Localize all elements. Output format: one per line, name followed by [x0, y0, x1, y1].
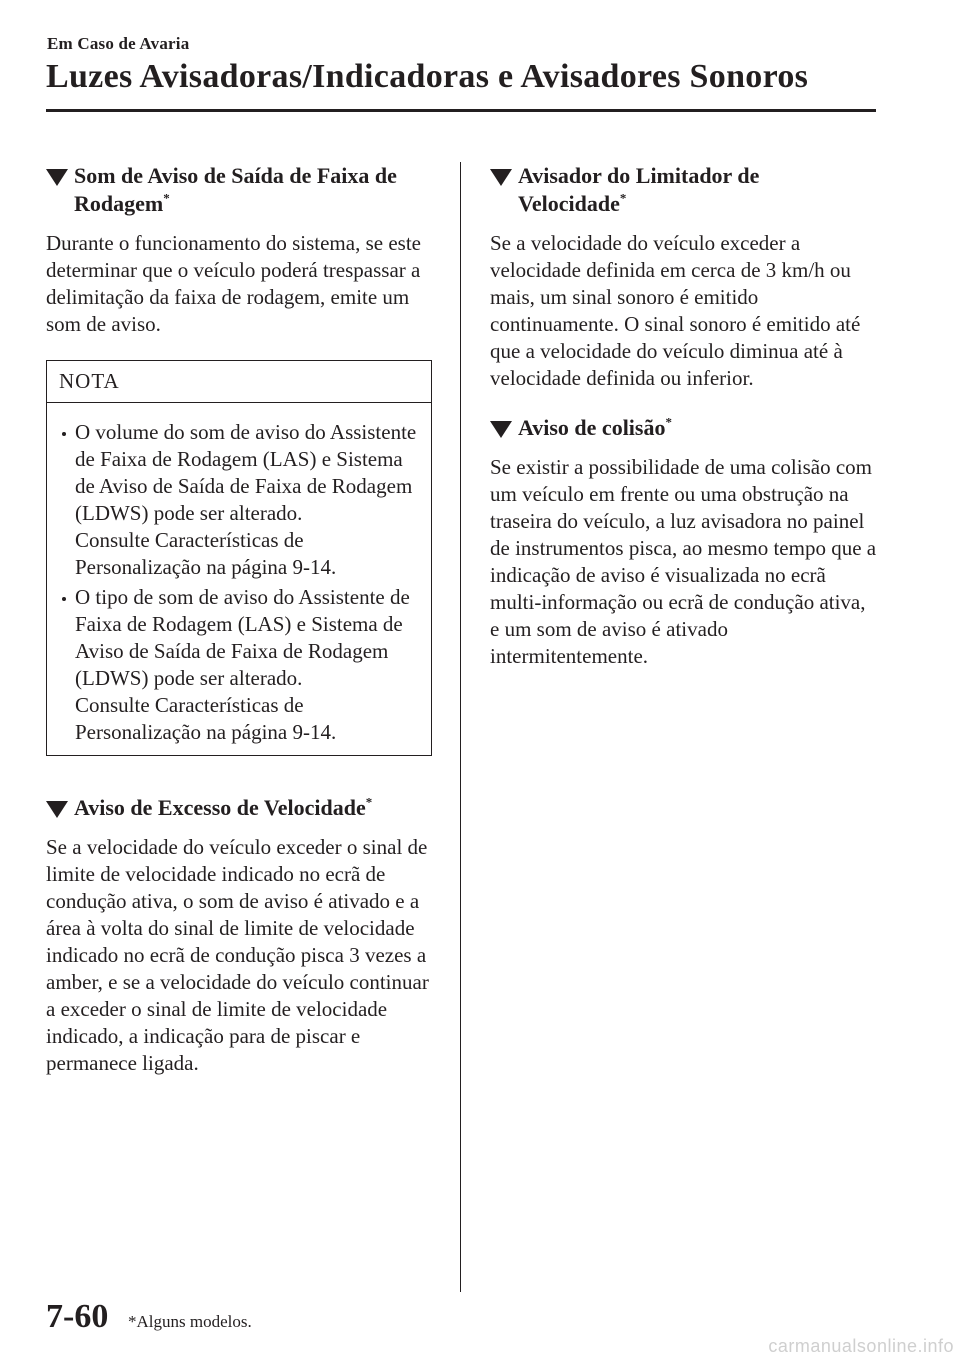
heading-collision-warning: [490, 414, 880, 442]
left-column: [46, 162, 432, 1099]
heading-lane-departure-sound: [46, 162, 432, 218]
right-column: [490, 162, 880, 692]
triangle-down-icon: [490, 169, 512, 186]
note-item-text: O tipo de som de aviso do Assistente de Faixa de Rodagem (LAS) e Sistema de Aviso de Saída de Faixa de Rodagem (LDWS) pode ser alterado.: [75, 585, 410, 690]
note-body: [47, 403, 431, 755]
heading-line-2: Rodagem: [74, 191, 164, 216]
heading-line-1: Som de Aviso de Saída de Faixa de: [74, 163, 397, 188]
chapter-title: Luzes Avisadoras/Indicadoras e Avisadores Sonoros: [46, 58, 809, 95]
triangle-down-icon: [46, 169, 68, 186]
triangle-down-icon: [46, 801, 68, 818]
note-item: [59, 584, 419, 746]
asterisk-marker: *: [365, 794, 373, 810]
note-label: NOTA: [47, 361, 431, 403]
asterisk-marker: *: [619, 190, 627, 206]
triangle-down-icon: [490, 421, 512, 438]
heading-speed-limiter-warning: [490, 162, 880, 218]
section-label: Em Caso de Avaria: [47, 34, 190, 53]
note-box: [46, 360, 432, 756]
note-item-text: O volume do som de aviso do Assistente de Faixa de Rodagem (LAS) e Sistema de Aviso de Saída de Faixa de Rodagem (LDWS) pode ser alterado.: [75, 420, 417, 525]
heading-text: Aviso de Excesso de Velocidade: [74, 795, 366, 820]
collision-warning-body: Se existir a possibilidade de uma colisão com um veículo em frente ou uma obstrução na traseira do veículo, a luz avisadora no painel de instrumentos pisca, ao mesmo tempo que a indicação de aviso é visualizada no ecrã multi-informação ou ecrã de condução ativa, e um som de aviso é ativado intermitentemente.: [490, 455, 877, 668]
watermark: carmanualsonline.info: [768, 1336, 954, 1356]
heading-speeding-warning: [46, 794, 432, 822]
note-item: [59, 419, 419, 581]
note-item-reference: Consulte Características de Personalização na página 9-14.: [75, 693, 337, 744]
speed-limiter-body: Se a velocidade do veículo exceder a velocidade definida em cerca de 3 km/h ou mais, um sinal sonoro é emitido continuamente. O sinal sonoro é emitido até que a velocidade do veículo diminua até à velocidade definida ou inferior.: [490, 231, 861, 390]
bullet-icon: [62, 432, 66, 436]
heading-text: Aviso de colisão: [518, 415, 666, 440]
column-divider: [460, 162, 461, 1292]
header-rule: [46, 109, 876, 112]
note-item-reference: Consulte Características de Personalização na página 9-14.: [75, 528, 337, 579]
asterisk-marker: *: [163, 190, 170, 206]
lane-departure-body: Durante o funcionamento do sistema, se este determinar que o veículo poderá trespassar a delimitação da faixa de rodagem, emite um som de aviso.: [46, 231, 421, 336]
asterisk-marker: *: [665, 414, 672, 430]
heading-line-1: Avisador do Limitador de: [518, 163, 760, 188]
page-number: 7-60: [46, 1298, 109, 1335]
heading-line-2: Velocidade: [518, 191, 620, 216]
speeding-warning-body: Se a velocidade do veículo exceder o sinal de limite de velocidade indicado no ecrã de condução ativa, o som de aviso é ativado e a área à volta do sinal de limite de velocidade indicado no ecrã de condução pisca 3 vezes a amber, e se a velocidade do veículo continuar a exceder o sinal de limite de velocidade indicado, a indicação para de piscar e permanece ligada.: [46, 835, 429, 1075]
footnote: *Alguns modelos.: [128, 1312, 252, 1331]
bullet-icon: [62, 597, 66, 601]
